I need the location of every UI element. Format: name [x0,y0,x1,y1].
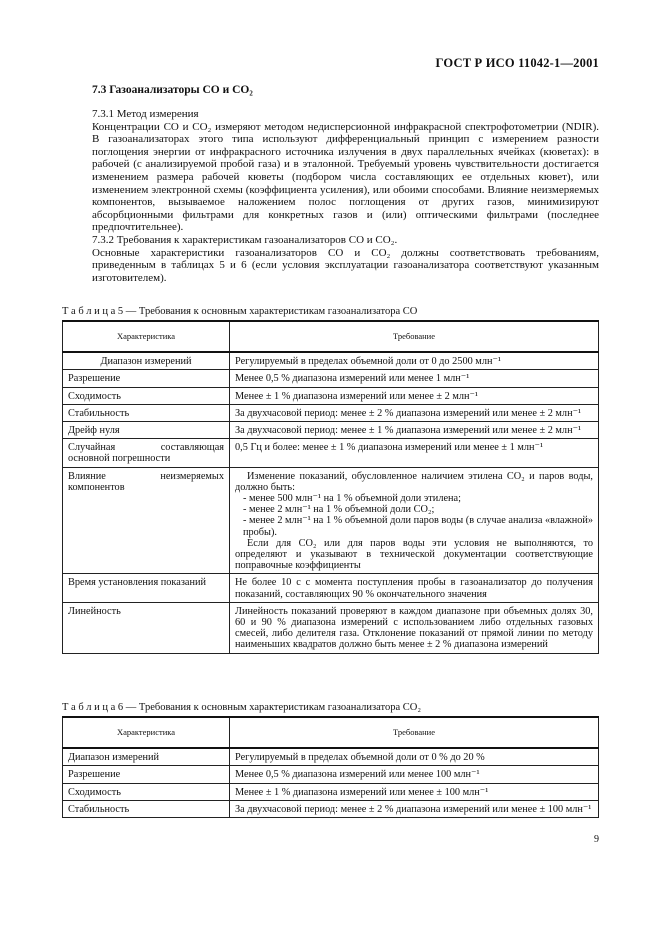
cell-requirement [230,467,599,574]
table-row [63,404,599,421]
cell-requirement: За двухчасовой период: менее ± 2 % диапазона измерений или менее ± 2 млн⁻¹ [230,404,599,421]
table-row [63,422,599,439]
table-row [63,439,599,467]
cell-characteristic: Влияние неизмеряемых компонентов [63,467,230,574]
cell-characteristic: Разрешение [63,370,230,387]
cell-characteristic: Дрейф нуля [63,422,230,439]
requirement-line: - менее 2 млн⁻¹ на 1 % объемной доли паров воды (в случае анализа «влажной» пробы). [243,515,594,538]
paragraph-requirements-heading: 7.3.2 Требования к характеристикам газоанализаторов СО и СО₂. [92,233,398,246]
cell-characteristic: Диапазон измерений [63,352,230,370]
section-title: 7.3 Газоанализаторы СО и СО₂ [92,84,253,96]
table-row [63,467,599,574]
column-header-characteristic: Характеристика [63,321,230,352]
requirement-line: Изменение показаний, обусловленное наличием этилена СО₂ и паров воды, должно быть: [235,470,593,493]
table6-caption: Т а б л и ц а 6 — Требования к основным характеристикам газоанализатора СО₂ [62,702,422,713]
page-number: 9 [594,834,599,845]
table-header-row [63,717,599,748]
cell-characteristic: Случайная составляющая основной погрешности [63,439,230,467]
cell-characteristic: Стабильность [63,404,230,421]
table-row [63,766,599,783]
cell-characteristic: Разрешение [63,766,230,783]
cell-requirement: Менее 0,5 % диапазона измерений или менее 1 млн⁻¹ [230,370,599,387]
column-header-requirement: Требование [230,717,599,748]
table-row [63,574,599,602]
cell-characteristic: Стабильность [63,800,230,817]
cell-requirement: За двухчасовой период: менее ± 1 % диапазона измерений или менее ± 2 млн⁻¹ [230,422,599,439]
table-row [63,800,599,817]
cell-characteristic: Сходимость [63,783,230,800]
cell-characteristic: Диапазон измерений [63,748,230,766]
document-header: ГОСТ Р ИСО 11042-1—2001 [435,56,599,70]
cell-requirement: Не более 10 с с момента поступления пробы в газоанализатор до получения показаний, составляющих 90 % окончательного значения [230,574,599,602]
cell-requirement: Менее ± 1 % диапазона измерений или менее ± 100 млн⁻¹ [230,783,599,800]
table-row [63,602,599,653]
paragraph-requirements-description: Основные характеристики газоанализаторов СО и СО₂ должны соответствовать требованиям, приведенным в таблицах 5 и 6 (если условия эксплуатации газоанализатора соответствуют указанным изготовителем). [92,246,599,284]
table5-caption: Т а б л и ц а 5 — Требования к основным характеристикам газоанализатора СО [62,306,418,317]
cell-characteristic: Линейность [63,602,230,653]
cell-requirement: Линейность показаний проверяют в каждом диапазоне при объемных долях 30, 60 и 90 % диапазона измерений с использованием либо отдельных газовых смесей, либо делителя газа. Отклонение показаний от прямой линии по методу наименьших квадратов должно быть менее ± 2 % диапазона измерений [230,602,599,653]
cell-requirement: 0,5 Гц и более: менее ± 1 % диапазона измерений или менее ± 1 млн⁻¹ [230,439,599,467]
table-row [63,387,599,404]
paragraph-method-heading: 7.3.1 Метод измерения [92,108,199,120]
cell-requirement: За двухчасовой период: менее ± 2 % диапазона измерений или менее ± 100 млн⁻¹ [230,800,599,817]
table-row [63,370,599,387]
table-header-row [63,321,599,352]
table-row [63,352,599,370]
cell-requirement: Менее 0,5 % диапазона измерений или менее 100 млн⁻¹ [230,766,599,783]
table-row [63,783,599,800]
body-text-block [92,108,599,284]
cell-characteristic: Время установления показаний [63,574,230,602]
paragraph-method-description: Концентрации СО и СО₂ измеряют методом недисперсионной инфракрасной спектрофотометрии (NDIR). В газоанализаторах этого типа используют дифференциальный принцип с измерением разности поглощения энергии от инфракрасного источника излучения в двух параллельных ячейках (кюветах): в рабочей (с анализируемой пробой газа) и в эталонной. Требуемый уровень чувствительности достигается изменением размера рабочей кюветы (подбором числа составляющих ее отдельных кювет), или изменением электронной схемы (коэффициента усиления), или обоими способами. Влияние неизмеряемых компонентов, вызываемое наложением полос поглощения от других газов, минимизируют абсорбционными фильтрами для конкретных газов и (или) оптическими фильтрами (последнее предпочтительнее). [92,120,599,234]
requirement-line: Если для СО₂ или для паров воды эти условия не выполняются, то определяют и указывают в технической документации соответствующие поправочные коэффициенты [235,537,593,572]
requirement-line: - менее 2 млн⁻¹ на 1 % объемной доли СО₂; [243,504,435,516]
cell-requirement: Регулируемый в пределах объемной доли от 0 % до 20 % [230,748,599,766]
cell-requirement: Регулируемый в пределах объемной доли от 0 до 2500 млн⁻¹ [230,352,599,370]
table-row [63,748,599,766]
cell-characteristic: Сходимость [63,387,230,404]
cell-requirement: Менее ± 1 % диапазона измерений или менее ± 2 млн⁻¹ [230,387,599,404]
column-header-characteristic: Характеристика [63,717,230,748]
table6 [62,716,599,818]
column-header-requirement: Требование [230,321,599,352]
table5 [62,320,599,654]
requirement-line: - менее 500 млн⁻¹ на 1 % объемной доли этилена; [243,493,461,505]
